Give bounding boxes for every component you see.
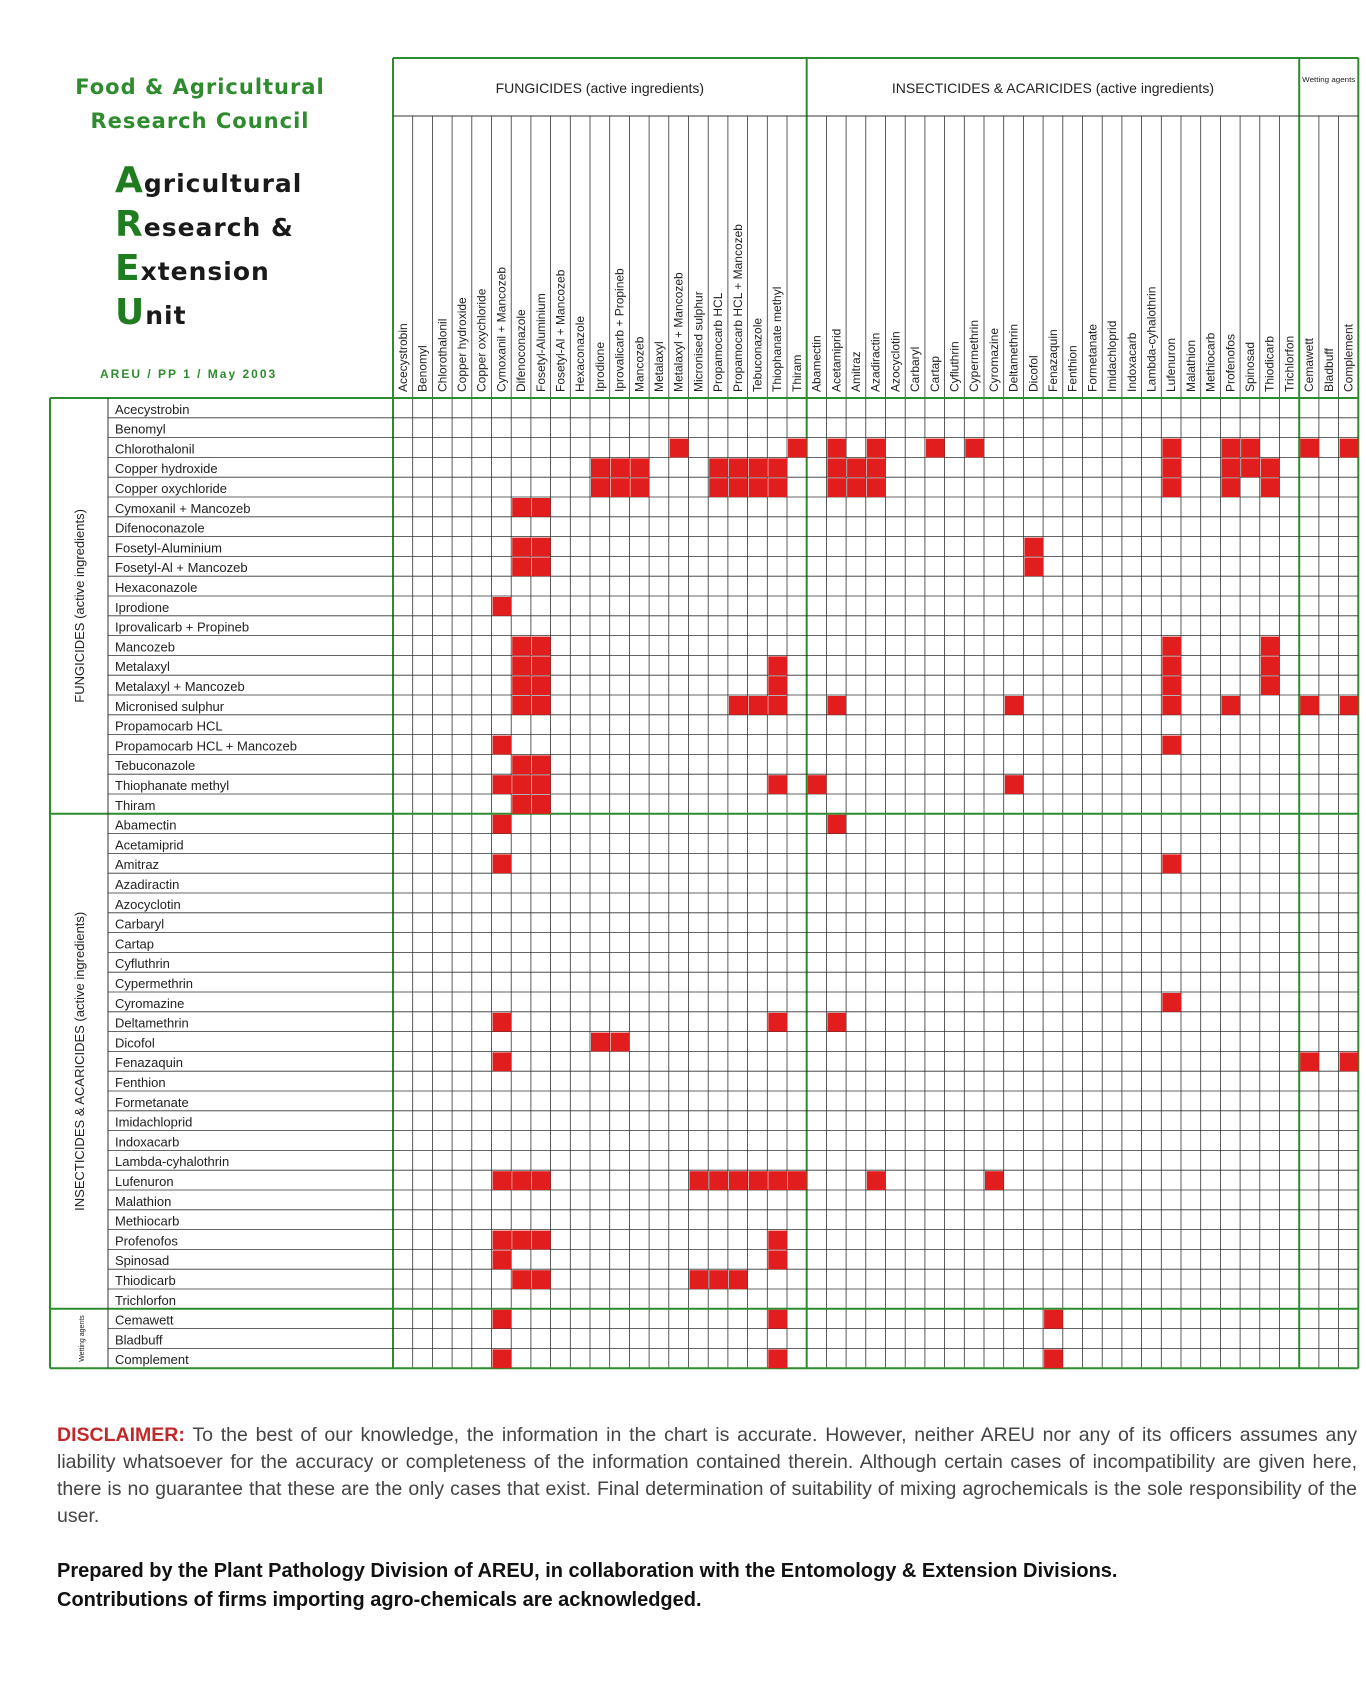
column-label: Methiocarb [1203, 332, 1218, 392]
column-label: Fenazaquin [1045, 329, 1060, 392]
incompatible-cell [768, 696, 787, 715]
incompatible-cell [768, 1349, 787, 1368]
column-label: Hexaconazole [573, 315, 588, 392]
row-label: Difenoconazole [115, 520, 205, 536]
row-label: Propamocarb HCL [115, 718, 223, 734]
column-label: Deltamethrin [1006, 323, 1021, 392]
row-label: Chlorothalonil [115, 441, 195, 457]
column-label: Thiophanate methyl [770, 286, 785, 392]
incompatible-cell [768, 1250, 787, 1269]
incompatible-cell [709, 1270, 728, 1289]
incompatible-cell [493, 1310, 512, 1329]
incompatible-cell [768, 1310, 787, 1329]
incompatible-cell [749, 1171, 768, 1190]
row-label: Tebuconazole [115, 758, 196, 774]
credit-line-1: Prepared by the Plant Pathology Division of AREU, in collaboration with the Entomology & Extension Divisions. [57, 1560, 1118, 1582]
column-label: Copper hydroxide [454, 297, 469, 392]
incompatible-cell [1162, 478, 1181, 497]
incompatible-cell [512, 676, 531, 695]
incompatible-cell [532, 656, 551, 675]
incompatible-cell [690, 1171, 709, 1190]
row-label: Cypermethrin [115, 976, 194, 991]
incompatible-cell [867, 478, 886, 497]
incompatible-cell [768, 1231, 787, 1250]
row-label: Fosetyl-Aluminium [115, 540, 222, 556]
row-label: Deltamethrin [115, 1015, 189, 1031]
incompatible-cell [493, 1231, 512, 1250]
incompatible-cell [493, 1052, 512, 1071]
incompatible-cell [867, 439, 886, 458]
column-label: Azadiractin [868, 332, 883, 392]
incompatible-cell [749, 696, 768, 715]
row-label: Thiophanate methyl [115, 778, 230, 793]
incompatible-cell [827, 478, 846, 497]
incompatible-cell [512, 498, 531, 517]
incompatible-cell [867, 458, 886, 477]
incompatible-cell [532, 676, 551, 695]
row-label: Azadiractin [115, 877, 180, 892]
row-label: Lambda-cyhalothrin [115, 1154, 230, 1170]
incompatible-cell [768, 458, 787, 477]
column-label: Cyfluthrin [947, 341, 962, 392]
incompatible-cell [1221, 458, 1240, 477]
column-label: Cyromazine [986, 327, 1001, 392]
incompatible-cell [1221, 478, 1240, 497]
incompatible-cell [532, 538, 551, 557]
incompatible-cell [788, 1171, 807, 1190]
column-label: Thiodicarb [1262, 335, 1277, 392]
incompatible-cell [729, 1270, 748, 1289]
incompatible-cell [1162, 637, 1181, 656]
row-label: Thiodicarb [115, 1273, 176, 1288]
incompatible-cell [591, 458, 610, 477]
unit-initial: E [115, 248, 141, 289]
incompatible-cell [1162, 696, 1181, 715]
incompatible-cell [591, 478, 610, 497]
incompatible-cell [493, 597, 512, 616]
incompatible-cell [867, 1171, 886, 1190]
column-label: Carbaryl [908, 346, 923, 392]
row-label: Fenthion [115, 1075, 166, 1090]
incompatible-cell [709, 1171, 728, 1190]
unit-word-rest: nit [145, 301, 187, 330]
incompatible-cell [827, 458, 846, 477]
incompatible-cell [512, 795, 531, 814]
column-label: Complement [1341, 323, 1356, 392]
incompatible-cell [926, 439, 945, 458]
incompatible-cell [532, 1231, 551, 1250]
org-line-2: Research Council [90, 109, 310, 133]
row-label: Bladbuff [115, 1332, 163, 1348]
incompatible-cell [532, 1270, 551, 1289]
column-label: Acetamiprid [829, 328, 844, 392]
incompatible-cell [1300, 696, 1319, 715]
row-label: Hexaconazole [115, 580, 198, 595]
row-label: Imidachloprid [115, 1114, 193, 1130]
incompatible-cell [709, 478, 728, 497]
incompatible-cell [768, 1171, 787, 1190]
column-label: Difenoconazole [514, 309, 529, 392]
column-label: Azocyclotin [888, 331, 903, 392]
unit-word-rest: gricultural [143, 169, 303, 198]
incompatible-cell [847, 478, 866, 497]
row-label: Thiram [115, 797, 156, 813]
org-line-1: Food & Agricultural [75, 75, 325, 99]
incompatible-cell [493, 1349, 512, 1368]
column-label: Amitraz [848, 351, 863, 392]
incompatible-cell [512, 656, 531, 675]
row-label: Methiocarb [115, 1213, 180, 1229]
column-label: Fosetyl-Aluminium [533, 293, 548, 392]
incompatible-cell [1044, 1310, 1063, 1329]
column-label: Acecystrobin [395, 323, 410, 392]
column-label: Imidachloprid [1105, 320, 1120, 392]
incompatible-cell [630, 478, 649, 497]
incompatible-cell [591, 1033, 610, 1052]
row-label: Copper hydroxide [115, 461, 218, 477]
row-label: Propamocarb HCL + Mancozeb [115, 738, 297, 754]
row-label: Spinosad [115, 1253, 170, 1269]
column-label: Malathion [1183, 339, 1198, 392]
row-label: Abamectin [115, 817, 177, 833]
incompatible-cell [1261, 637, 1280, 656]
incompatible-cell [1340, 696, 1359, 715]
unit-word-rest: esearch & [143, 213, 294, 242]
column-label: Lufenuron [1164, 337, 1179, 392]
row-label: Iprodione [115, 599, 170, 615]
column-label: Metalaxyl + Mancozeb [671, 272, 686, 392]
incompatible-cell [1162, 993, 1181, 1012]
row-label: Profenofos [115, 1233, 178, 1249]
incompatible-cell [1162, 439, 1181, 458]
row-label: Cymoxanil + Mancozeb [115, 500, 251, 516]
incompatible-cell [768, 775, 787, 794]
incompatible-cell [1162, 656, 1181, 675]
row-label: Cartap [115, 936, 155, 952]
incompatible-cell [808, 775, 827, 794]
incompatible-cell [1005, 696, 1024, 715]
incompatible-cell [729, 458, 748, 477]
column-label: Propamocarb HCL [711, 292, 726, 392]
column-label: Profenofos [1223, 333, 1238, 392]
incompatible-cell [532, 795, 551, 814]
incompatible-cell [532, 557, 551, 576]
column-label: Abamectin [809, 335, 824, 392]
incompatible-cell [768, 656, 787, 675]
incompatible-cell [1024, 557, 1043, 576]
column-label: Cemawett [1302, 337, 1317, 392]
incompatible-cell [749, 478, 768, 497]
column-label: Lambda-cyhalothrin [1144, 286, 1159, 392]
incompatible-cell [749, 458, 768, 477]
incompatible-cell [512, 775, 531, 794]
column-label: Tebuconazole [750, 317, 765, 392]
incompatible-cell [493, 854, 512, 873]
column-label: Cypermethrin [967, 319, 982, 392]
column-label: Fosetyl-Al + Mancozeb [553, 269, 568, 392]
credit-line-2: Contributions of firms importing agro-chemicals are acknowledged. [57, 1589, 702, 1611]
incompatible-cell [532, 755, 551, 774]
incompatible-cell [1261, 676, 1280, 695]
row-label: Iprovalicarb + Propineb [115, 619, 250, 635]
column-label: Propamocarb HCL + Mancozeb [730, 224, 745, 392]
row-label: Acetamiprid [115, 837, 184, 853]
incompatible-cell [493, 815, 512, 834]
row-label: Malathion [115, 1193, 172, 1209]
incompatible-cell [512, 1171, 531, 1190]
column-label: Metalaxyl [651, 341, 666, 392]
incompatible-cell [1162, 676, 1181, 695]
incompatible-cell [709, 458, 728, 477]
top-group-header: INSECTICIDES & ACARICIDES (active ingredients) [891, 80, 1215, 96]
incompatible-cell [532, 696, 551, 715]
document-reference: AREU / PP 1 / May 2003 [100, 367, 278, 381]
row-label: Cemawett [115, 1312, 174, 1328]
incompatible-cell [1300, 1052, 1319, 1071]
row-label: Lufenuron [115, 1174, 174, 1189]
top-group-header: Wetting agents [1302, 77, 1356, 84]
incompatible-cell [965, 439, 984, 458]
incompatible-cell [512, 696, 531, 715]
row-label: Mancozeb [115, 639, 175, 655]
row-label: Benomyl [115, 421, 166, 437]
incompatible-cell [768, 676, 787, 695]
incompatible-cell [1024, 538, 1043, 557]
incompatible-cell [493, 775, 512, 794]
disclaimer-text: To the best of our knowledge, the information in the chart is accurate. However, neither AREU nor any of its officers assumes any liability whatsoever for the accuracy or completeness of the information contained therein. Although certain cases of incompatibility are given here, there is no guarantee that these are the only cases that exist. Final determination of suitability of mixing agrochemicals is the sole responsibility of the user. [57, 1424, 1357, 1527]
row-label: Metalaxyl [115, 659, 170, 675]
incompatible-cell [493, 1250, 512, 1269]
column-label: Cartap [927, 355, 942, 392]
row-label: Cyfluthrin [115, 956, 170, 972]
column-label: Copper oxychloride [474, 288, 489, 392]
row-label: Metalaxyl + Mancozeb [115, 679, 245, 694]
row-label: Fenazaquin [115, 1055, 183, 1071]
incompatible-cell [1241, 458, 1260, 477]
column-label: Cymoxanil + Mancozeb [494, 266, 509, 392]
incompatible-cell [827, 815, 846, 834]
row-label: Micronised sulphur [115, 698, 225, 714]
incompatible-cell [1261, 458, 1280, 477]
credits [57, 1557, 1357, 1615]
column-label: Benomyl [415, 345, 430, 392]
incompatible-cell [611, 478, 630, 497]
incompatible-cell [827, 696, 846, 715]
side-group-header: FUNGICIDES (active ingredients) [72, 509, 87, 703]
incompatible-cell [768, 478, 787, 497]
top-group-header: FUNGICIDES (active ingredients) [495, 80, 705, 96]
column-label: Fenthion [1065, 345, 1080, 392]
column-label: Bladbuff [1321, 348, 1336, 392]
incompatible-cell [729, 1171, 748, 1190]
incompatible-cell [512, 557, 531, 576]
incompatible-cell [847, 458, 866, 477]
incompatible-cell [512, 538, 531, 557]
incompatible-cell [1340, 1052, 1359, 1071]
row-label: Acecystrobin [115, 401, 190, 417]
incompatible-cell [532, 498, 551, 517]
incompatible-cell [512, 1270, 531, 1289]
column-label: Chlorothalonil [435, 318, 450, 392]
incompatible-cell [630, 458, 649, 477]
column-label: Iprovalicarb + Propineb [612, 268, 627, 392]
row-label: Cyromazine [115, 995, 185, 1011]
row-label: Dicofol [115, 1035, 155, 1051]
incompatible-cell [493, 1171, 512, 1190]
column-label: Dicofol [1026, 355, 1041, 392]
column-label: Indoxacarb [1124, 332, 1139, 392]
unit-initial: A [115, 160, 144, 201]
incompatible-cell [512, 637, 531, 656]
incompatible-cell [532, 1171, 551, 1190]
incompatible-cell [985, 1171, 1004, 1190]
unit-initial: R [115, 204, 144, 245]
incompatible-cell [1300, 439, 1319, 458]
row-label: Fosetyl-Al + Mancozeb [115, 560, 248, 576]
row-label: Amitraz [115, 857, 160, 873]
incompatible-cell [827, 439, 846, 458]
column-label: Micronised sulphur [691, 291, 706, 392]
disclaimer-label: DISCLAIMER: [57, 1424, 185, 1446]
row-label: Indoxacarb [115, 1134, 180, 1150]
incompatible-cell [1044, 1349, 1063, 1368]
column-label: Thiram [789, 354, 804, 392]
incompatible-cell [1005, 775, 1024, 794]
column-label: Formetanate [1085, 323, 1100, 392]
row-label: Carbaryl [115, 916, 165, 932]
row-label: Formetanate [115, 1094, 189, 1110]
column-label: Mancozeb [632, 336, 647, 392]
incompatible-cell [1221, 696, 1240, 715]
incompatible-cell [532, 637, 551, 656]
unit-initial: U [115, 292, 146, 333]
row-label: Azocyclotin [115, 896, 181, 912]
disclaimer [57, 1422, 1357, 1530]
incompatible-cell [729, 478, 748, 497]
incompatible-cell [690, 1270, 709, 1289]
column-label: Iprodione [592, 341, 607, 392]
incompatible-cell [1261, 656, 1280, 675]
incompatible-cell [827, 1013, 846, 1032]
column-label: Spinosad [1242, 341, 1257, 392]
incompatible-cell [611, 458, 630, 477]
incompatible-cell [493, 736, 512, 755]
incompatible-cell [729, 696, 748, 715]
incompatible-cell [1162, 854, 1181, 873]
incompatible-cell [788, 439, 807, 458]
incompatible-cell [1241, 439, 1260, 458]
column-label: Trichlorfon [1282, 335, 1297, 392]
side-group-header: Wetting agents [79, 1315, 86, 1362]
incompatible-cell [611, 1033, 630, 1052]
incompatible-cell [512, 755, 531, 774]
incompatible-cell [670, 439, 689, 458]
incompatible-cell [1162, 736, 1181, 755]
incompatible-cell [532, 775, 551, 794]
incompatible-cell [1261, 478, 1280, 497]
row-label: Complement [115, 1352, 189, 1368]
incompatible-cell [512, 1231, 531, 1250]
unit-word-rest: xtension [140, 257, 270, 286]
row-label: Trichlorfon [115, 1292, 176, 1308]
incompatible-cell [1340, 439, 1359, 458]
side-group-header: INSECTICIDES & ACARICIDES (active ingredients) [72, 911, 87, 1211]
incompatible-cell [1162, 458, 1181, 477]
incompatible-cell [493, 1013, 512, 1032]
incompatible-cell [1221, 439, 1240, 458]
row-label: Copper oxychloride [115, 481, 228, 496]
incompatible-cell [768, 1013, 787, 1032]
